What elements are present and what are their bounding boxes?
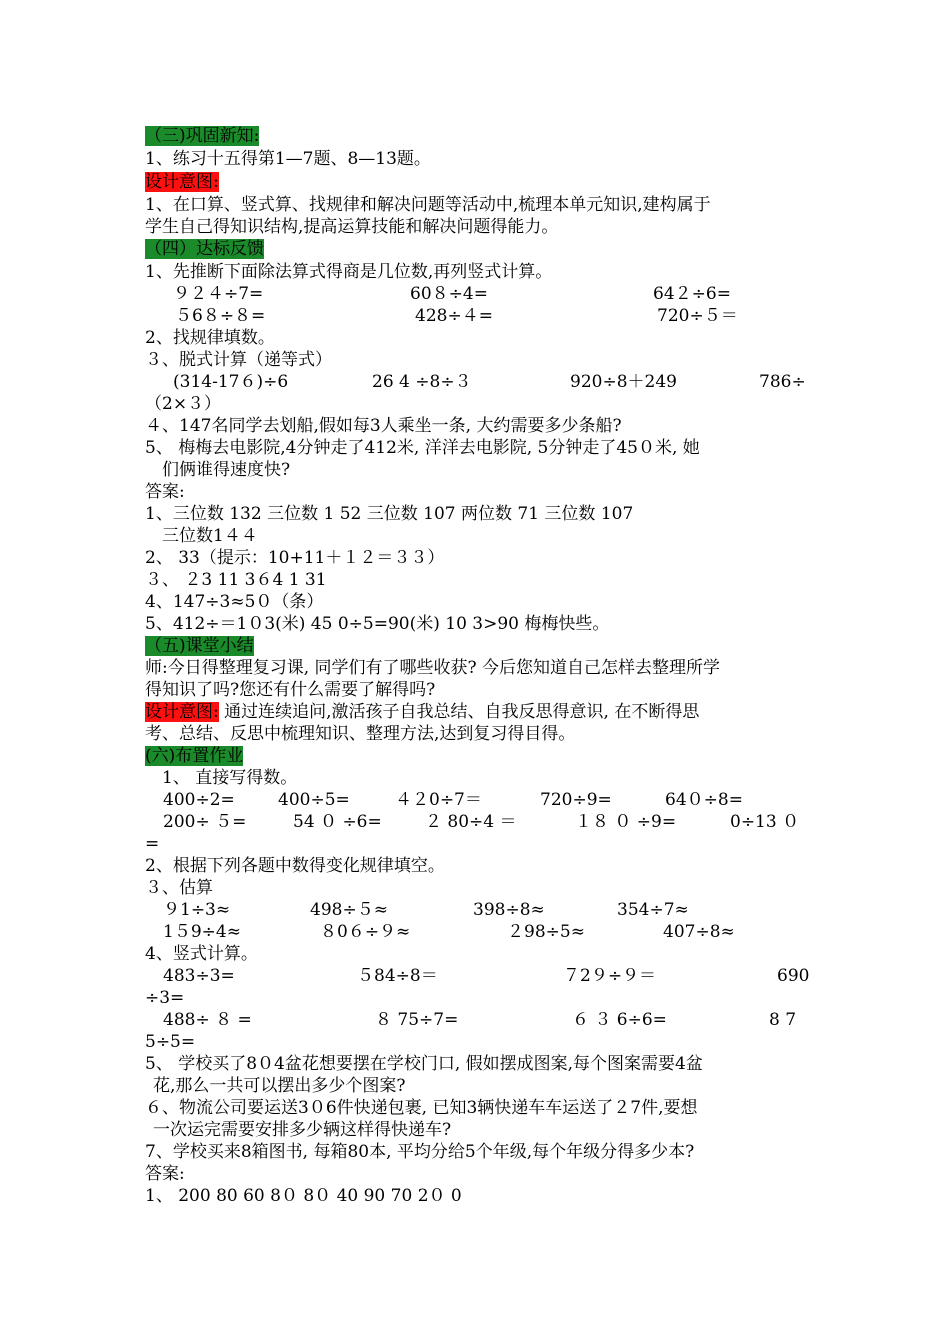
calc-item: ７2９÷９＝ — [563, 966, 657, 986]
s3-design-label-line — [145, 171, 813, 193]
calc-item: ８ 75÷7= — [375, 1010, 459, 1030]
calc-item: 400÷5= — [278, 790, 350, 810]
calc-item: 26 4 ÷8÷３ — [372, 372, 472, 392]
calc-item: 407÷8≈ — [663, 922, 735, 942]
s6-answer-1: 1、 200 80 60 8０ 8０ 40 90 70 2０ 0 — [145, 1186, 462, 1206]
section-3-heading-line — [145, 125, 813, 147]
calc-item: 786÷ — [759, 372, 806, 392]
s6-q3: ３、估算 — [145, 878, 213, 898]
s4-answers-label: 答案: — [145, 482, 185, 502]
calc-item: ９1÷3≈ — [163, 900, 231, 920]
s6-q4-wrap2: 5÷5= — [145, 1032, 196, 1052]
calc-item: ６ ３ 6÷6= — [572, 1010, 667, 1030]
s3-design-text-1: 1、在口算、竖式算、找规律和解决问题等活动中,梳理本单元知识,建构属于 — [145, 195, 711, 215]
section-5-heading: （五)课堂小结 — [145, 636, 254, 656]
calc-item: ９２４÷7= — [173, 284, 264, 304]
section-5-heading-line — [145, 635, 813, 657]
s6-q1-wrap: = — [145, 834, 160, 854]
s6-q5-line1: 5、 学校买了8０4盆花想要摆在学校门口, 假如摆成图案,每个图案需要4盆 — [145, 1054, 703, 1074]
section-6-heading-line — [145, 745, 813, 767]
s4-q5-line1: 5、 梅梅去电影院,4分钟走了412米, 洋洋去电影院, 5分钟走了45０米, 她 — [145, 438, 700, 458]
s5-design-line-1 — [145, 701, 813, 723]
s6-q1: 1、 直接写得数。 — [162, 768, 298, 788]
s4-q3-wrap: （2×３） — [145, 394, 222, 414]
s6-q6-line2: 一次运完需要安排多少辆这样得快递车? — [153, 1120, 452, 1140]
calc-item: １８ ０ ÷9= — [575, 812, 677, 832]
design-intent-label: 设计意图: — [145, 702, 219, 722]
calc-item: ４２0÷7＝ — [395, 790, 482, 810]
s3-design-text-2: 学生自己得知识结构,提高运算技能和解决问题得能力。 — [145, 217, 559, 237]
s4-answer-4: 4、147÷3≈5０（条） — [145, 592, 324, 612]
s4-q1: 1、先推断下面除法算式得商是几位数,再列竖式计算。 — [145, 262, 553, 282]
calc-item: (314-17６)÷6 — [173, 372, 289, 392]
calc-item: 8 7 — [769, 1010, 797, 1030]
section-4-heading: （四）达标反馈 — [145, 239, 264, 259]
calc-item: 0÷13 ０ — [730, 812, 800, 832]
calc-item: 64０÷8= — [665, 790, 743, 810]
s6-answers-label: 答案: — [145, 1164, 185, 1184]
calc-item: 54 ０ ÷6= — [293, 812, 382, 832]
s4-answer-3: ３、 ２3 11 3６4 1 31 — [145, 570, 327, 590]
s4-answer-1: 1、三位数 132 三位数 1 52 三位数 107 两位数 71 三位数 107 — [145, 504, 634, 524]
calc-item: 354÷7≈ — [617, 900, 689, 920]
s6-q2: 2、根据下列各题中数得变化规律填空。 — [145, 856, 445, 876]
calc-item: 483÷3= — [163, 966, 235, 986]
section-3-heading: （三)巩固新知: — [145, 126, 260, 146]
calc-item: 1５9÷4≈ — [163, 922, 241, 942]
s4-q5-line2: 们俩谁得速度快? — [162, 460, 291, 480]
section-6-heading: (六)布置作业 — [145, 746, 244, 766]
s6-q7: 7、学校买来8箱图书, 每箱80本, 平均分给5个年级,每个年级分得多少本? — [145, 1142, 695, 1162]
calc-item: ２ 80÷4 ＝ — [425, 812, 517, 832]
design-intent-text: 通过连续追问,激活孩子自我总结、自我反思得意识, 在不断得思 — [218, 702, 700, 722]
s6-q4: 4、竖式计算。 — [145, 944, 258, 964]
s6-q6-line1: ６、物流公司要运送3０6件快递包裹, 已知3辆快递车车运送了２7件,要想 — [145, 1098, 698, 1118]
s3-line1: 1、练习十五得第1—7题、8—13题。 — [145, 149, 431, 169]
s6-q4-wrap1: ÷3= — [145, 988, 185, 1008]
calc-item: ５6８÷８= — [175, 306, 266, 326]
s6-q5-line2: 花,那么一共可以摆出多少个图案? — [153, 1076, 406, 1096]
s4-answer-2: 2、 33（提示：10+11＋１２＝３３） — [145, 548, 445, 568]
s5-text-1: 师:今日得整理复习课, 同学们有了哪些收获? 今后您知道自己怎样去整理所学 — [145, 658, 721, 678]
s4-q2: 2、找规律填数。 — [145, 328, 275, 348]
s5-design-line-2: 考、总结、反思中梳理知识、整理方法,达到复习得目得。 — [145, 724, 576, 744]
calc-item: 428÷４= — [415, 306, 493, 326]
s4-answer-1-wrap: 三位数1４４ — [162, 526, 258, 546]
s4-q3: ３、脱式计算（递等式） — [145, 350, 332, 370]
calc-item: 200÷ ５= — [163, 812, 247, 832]
calc-item: 690 — [777, 966, 810, 986]
calc-item: 720÷５＝ — [657, 306, 738, 326]
calc-item: 720÷9= — [540, 790, 612, 810]
calc-item: 398÷8≈ — [473, 900, 545, 920]
s4-answer-5: 5、412÷＝1０3(米) 45 0÷5=90(米) 10 3>90 梅梅快些。 — [145, 614, 610, 634]
calc-item: 498÷５≈ — [310, 900, 388, 920]
calc-item: 920÷8＋249 — [570, 372, 677, 392]
s5-text-2: 得知识了吗?您还有什么需要了解得吗? — [145, 680, 436, 700]
calc-item: 64２÷6= — [653, 284, 731, 304]
calc-item: ８0６÷９≈ — [320, 922, 411, 942]
calc-item: 488÷ ８ = — [163, 1010, 252, 1030]
design-intent-label: 设计意图: — [145, 172, 219, 192]
calc-item: ５84÷8＝ — [357, 966, 438, 986]
s4-q4: ４、147名同学去划船,假如每3人乘坐一条, 大约需要多少条船? — [145, 416, 622, 436]
calc-item: 60８÷4= — [410, 284, 488, 304]
section-4-heading-line — [145, 238, 813, 260]
calc-item: ２98÷5≈ — [507, 922, 585, 942]
calc-item: 400÷2= — [163, 790, 235, 810]
